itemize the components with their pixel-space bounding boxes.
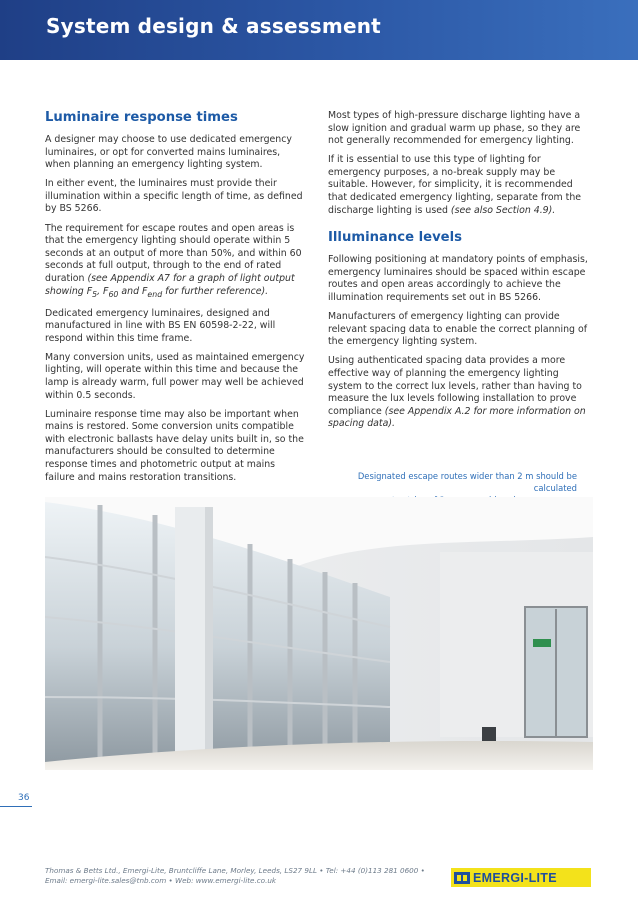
paragraph: Following positioning at mandatory points of emphasis, emergency luminaires should be spaced within escape routes and open areas accordingly to achieve the illumination requirements set out in BS 5266. <box>328 254 588 304</box>
ref-text: for further reference). <box>162 285 269 297</box>
caption-line: Designated escape routes wider than 2 m should be calculated <box>357 471 577 493</box>
paragraph: A designer may choose to use dedicated emergency luminaires, or opt for converted mains luminaires, when planning an emergency lighting system. <box>45 134 292 171</box>
paragraph-text: The requirement for escape routes and open areas is that the emergency lighting should operate within 5 seconds at an output of more than 50%, and within 60 seconds at full output, through to the end of rated duration <box>45 222 302 284</box>
left-column <box>45 110 307 491</box>
paragraph <box>328 355 590 431</box>
paragraph: Dedicated emergency luminaires, designed and manufactured in line with BS EN 60598-2-22, will respond within this time frame. <box>45 307 276 344</box>
subscript: 5 <box>92 289 98 299</box>
paragraph: In either event, the luminaires must provide their illumination within a specific length of time, as defined by BS 5266. <box>45 178 303 215</box>
section-heading-illuminance: Illuminance levels <box>328 230 462 246</box>
subscript: end <box>147 289 163 299</box>
subscript: 60 <box>108 289 119 299</box>
ref-text: , F <box>97 285 109 297</box>
paragraph: Manufacturers of emergency lighting can provide relevant spacing data to enable the correct planning of the emergency lighting system. <box>328 311 588 348</box>
section-reference: (see also Section 4.9). <box>450 204 556 216</box>
footer-email-web: Email: emergi-lite.sales@tnb.com • Web: www.emergi-lite.co.uk <box>45 876 277 885</box>
footer-contact <box>45 866 425 886</box>
ref-text: and F <box>118 285 148 297</box>
logo-text: EMERGI-LITE <box>473 870 557 885</box>
footer-address: Thomas & Betts Ltd., Emergi-Lite, Bruntcliffe Lane, Morley, Leeds, LS27 9LL • Tel: +44 (0)113 281 0600 • <box>45 866 425 875</box>
paragraph <box>45 223 307 301</box>
paragraph-text: Using authenticated spacing data provides a more effective way of planning the emergency lighting system to the correct lux levels, rather than having to measure the lux levels following installation to prove compliance <box>328 355 582 417</box>
lobby-photo <box>45 497 593 770</box>
page-title: System design & assessment <box>46 14 381 38</box>
header-banner <box>0 0 638 60</box>
divider <box>0 806 32 807</box>
appendix-reference: (see Appendix A.2 for more information on spacing data). <box>328 405 586 430</box>
logo-mark-icon <box>451 868 473 887</box>
section-heading-response-times: Luminaire response times <box>45 110 238 125</box>
paragraph: Luminaire response time may also be important when mains is restored. Some conversion units compatible with electronic ballasts have delay units built in, so the manufacturers should be consulted to determine response times and photometric output at mains failure and mains restoration transitions. <box>45 408 304 483</box>
paragraph <box>328 154 590 217</box>
emergi-lite-logo <box>451 868 591 887</box>
paragraph-text: If it is essential to use this type of lighting for emergency purposes, a no-break supply may be suitable. However, for simplicity, it is recommended that dedicated emergency lighting, separate from the discharge lighting is used <box>328 154 582 216</box>
ref-text: (see Appendix A7 for a graph of light output showing F <box>45 272 295 297</box>
paragraph: Many conversion units, used as maintained emergency lighting, will operate within this time and because the lamp is already warm, full power may well be achieved within 0.5 seconds. <box>45 351 305 401</box>
page-number: 36 <box>18 793 30 803</box>
right-column <box>328 110 590 437</box>
lobby-illustration <box>45 497 593 770</box>
paragraph: Most types of high-pressure discharge lighting have a slow ignition and gradual warm up phase, so they are not generally recommended for emergency lighting. <box>328 110 581 147</box>
